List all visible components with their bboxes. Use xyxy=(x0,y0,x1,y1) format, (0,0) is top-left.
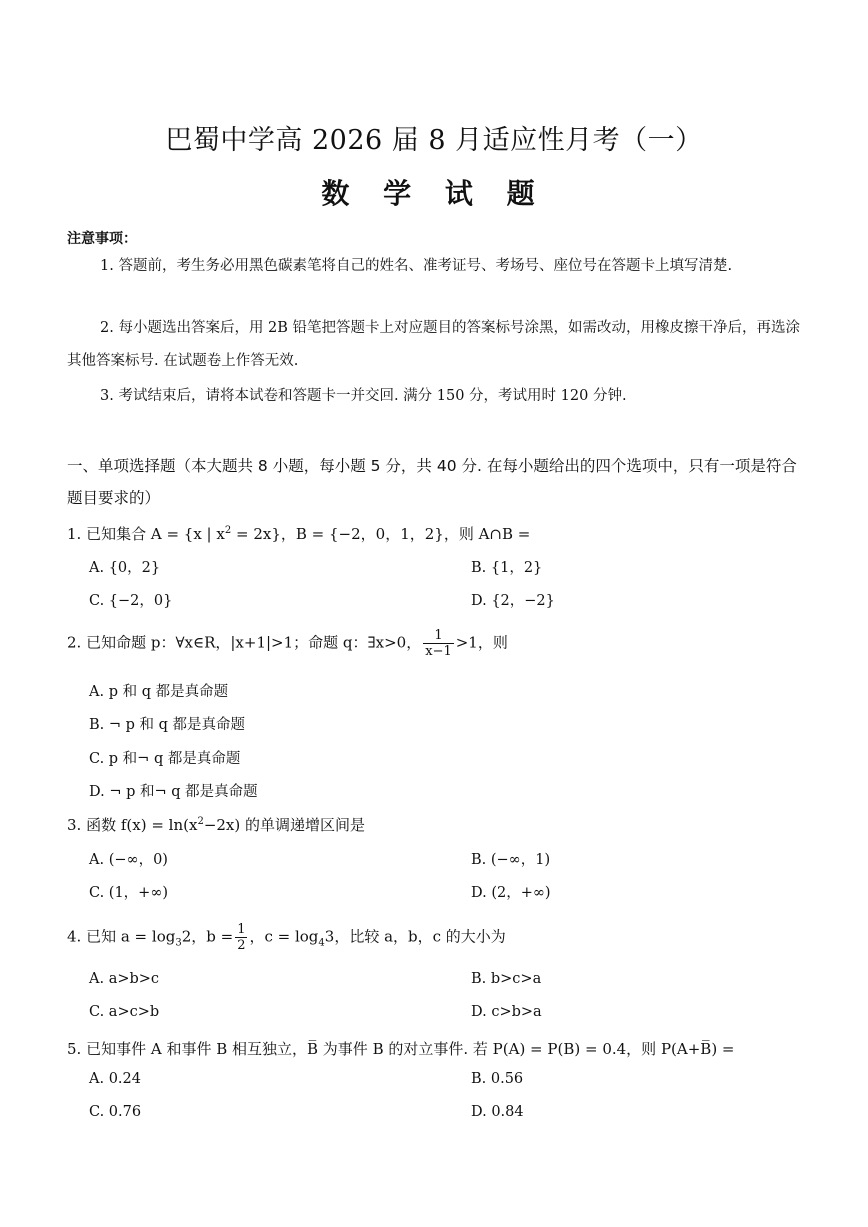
notice-item-1: 1. 答题前，考生务必用黑色碳素笔将自己的姓名、准考证号、考场号、座位号在答题卡上填写清楚. xyxy=(100,258,733,274)
q4-fraction xyxy=(235,922,247,953)
q2-fraction-numerator: 1 xyxy=(423,628,454,644)
q4-option-c: C. a>c>b xyxy=(89,1004,160,1020)
q3-option-b: B. (−∞，1) xyxy=(471,852,551,868)
q5-option-c: C. 0.76 xyxy=(89,1104,142,1120)
exam-subject: 数 学 试 题 xyxy=(321,177,547,210)
q4-option-d: D. c>b>a xyxy=(471,1004,542,1020)
q1-superscript: 2 xyxy=(224,525,232,536)
q1-option-b: B. {1，2} xyxy=(471,560,543,576)
question-3-stem xyxy=(67,814,365,835)
q1-option-d: D. {2，−2} xyxy=(471,593,555,609)
q5-option-a: A. 0.24 xyxy=(89,1071,141,1087)
notice-item-2: 2. 每小题选出答案后，用 2B 铅笔把答题卡上对应题目的答案标号涂黑，如需改动，用橡皮擦干净后，再选涂其他答案标号. 在试题卷上作答无效. xyxy=(67,320,801,369)
q1-stem-part-a: 1. 已知集合 A = {x | x xyxy=(67,525,225,543)
section-heading: 一、单项选择题（本大题共 8 小题，每小题 5 分，共 40 分. 在每小题给出的四个选项中，只有一项是符合题目要求的） xyxy=(67,457,797,507)
q2-stem-part-b: >1，则 xyxy=(455,633,508,652)
q2-stem-part-a: 2. 已知命题 p：∀x∈R，|x+1|>1；命题 q：∃x>0， xyxy=(67,633,422,652)
q3-superscript: 2 xyxy=(197,816,204,827)
q5-option-b: B. 0.56 xyxy=(471,1071,524,1087)
q1-stem-part-b: = 2x}，B = {−2，0，1，2}，则 A∩B = xyxy=(231,525,531,543)
q2-option-c: C. p 和¬ q 都是真命题 xyxy=(89,751,241,767)
q3-option-a: A. (−∞，0) xyxy=(89,852,168,868)
q2-option-a: A. p 和 q 都是真命题 xyxy=(89,684,229,700)
question-1-stem xyxy=(67,523,530,544)
q2-fraction xyxy=(423,628,454,659)
q4-subscript-1: 3 xyxy=(175,937,182,949)
question-2-stem xyxy=(67,628,508,659)
q4-stem-part-d: 3，比较 a，b，c 的大小为 xyxy=(324,927,506,946)
q2-fraction-denominator: x−1 xyxy=(425,644,452,659)
q1-option-a: A. {0，2} xyxy=(89,560,161,576)
q4-stem-part-b: 2，b = xyxy=(181,927,234,946)
q1-option-c: C. {−2，0} xyxy=(89,593,173,609)
q3-option-c: C. (1，+∞) xyxy=(89,885,169,901)
q5-option-d: D. 0.84 xyxy=(471,1104,524,1120)
q2-option-b: B. ¬ p 和 q 都是真命题 xyxy=(89,717,246,733)
q4-option-a: A. a>b>c xyxy=(89,971,160,987)
q3-stem-part-a: 3. 函数 f(x) = ln(x xyxy=(67,816,198,834)
notice-heading: 注意事项： xyxy=(67,231,137,247)
q4-stem-part-a: 4. 已知 a = log xyxy=(67,927,176,946)
q4-subscript-2: 4 xyxy=(318,937,325,949)
exam-title: 巴蜀中学高 2026 届 8 月适应性月考（一） xyxy=(165,125,703,156)
q4-fraction-denominator: 2 xyxy=(237,938,246,953)
notice-item-3: 3. 考试结束后，请将本试卷和答题卡一并交回. 满分 150 分，考试用时 120 分钟. xyxy=(100,388,627,404)
question-4-stem xyxy=(67,922,506,953)
q4-fraction-numerator: 1 xyxy=(237,922,246,937)
q4-option-b: B. b>c>a xyxy=(471,971,542,987)
q3-stem-part-b: −2x) 的单调递增区间是 xyxy=(203,816,366,834)
q2-option-d: D. ¬ p 和¬ q 都是真命题 xyxy=(89,784,258,800)
question-5-stem: 5. 已知事件 A 和事件 B 相互独立，B̅ 为事件 B 的对立事件. 若 P(A) = P(B) = 0.4，则 P(A+B̅) = xyxy=(67,1040,735,1058)
q4-stem-part-c: ，c = log xyxy=(249,927,319,946)
q3-option-d: D. (2，+∞) xyxy=(471,885,551,901)
